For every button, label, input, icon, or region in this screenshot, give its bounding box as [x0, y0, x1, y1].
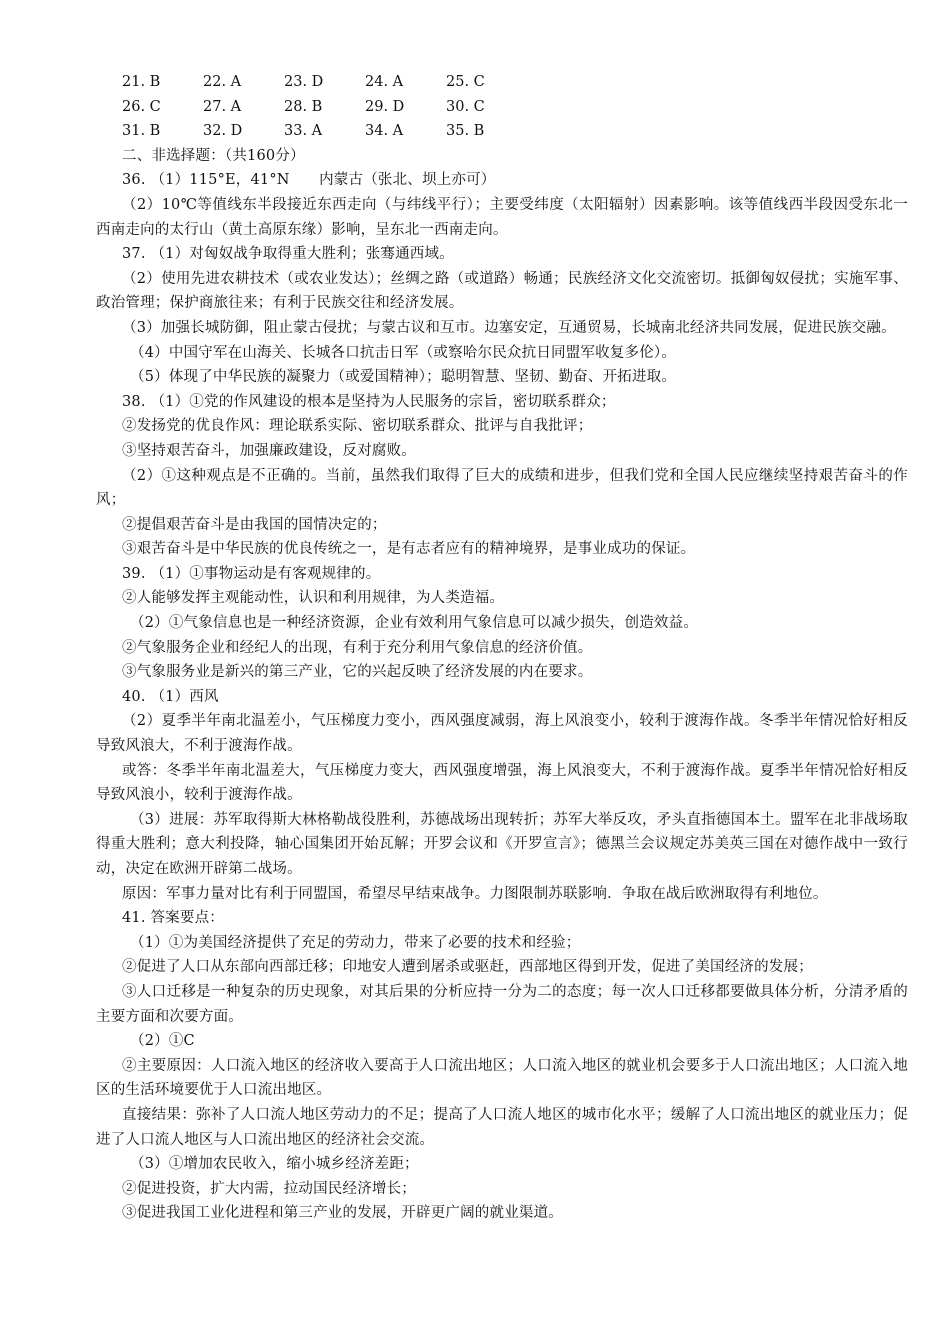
answer-paragraph: （2）①气象信息也是一种经济资源，企业有效利用气象信息可以减少损失，创造效益。: [130, 615, 699, 632]
answer-paragraph: ②气象服务企业和经纪人的出现，有利于充分利用气象信息的经济价值。: [122, 639, 593, 656]
choice-answer: 33. A: [284, 123, 323, 140]
answer-paragraph: 或答：冬季半年南北温差大，气压梯度力变大，西风强度增强，海上风浪变大，不利于渡海作战。夏季半年情况恰好相反导致风浪小，较利于渡海作战。: [96, 762, 908, 804]
answer-paragraph: ③促进我国工业化进程和第三产业的发展，开辟更广阔的就业渠道。: [122, 1205, 563, 1222]
choice-answer: 30. C: [446, 98, 485, 115]
answer-paragraph: ②提倡艰苦奋斗是由我国的国情决定的；: [122, 516, 387, 533]
choice-answer: 31. B: [122, 123, 161, 140]
answer-key-content: [96, 70, 908, 1226]
choice-answer: 25. C: [446, 74, 485, 90]
choice-answer: 23. D: [284, 74, 324, 90]
answer-paragraph: （3）进展：苏军取得斯大林格勒战役胜利，苏德战场出现转折；苏军大举反攻，矛头直指德国本土。盟军在北非战场取得重大胜利；意大利投降，轴心国集团开始瓦解；开罗会议和《开罗宣言》；德黑兰会议规定苏美英三国在对德作战中一致行动，决定在欧洲开辟第二战场。: [96, 811, 908, 877]
choice-answers-row: [96, 70, 908, 95]
answer-paragraph: 37. （1）对匈奴战争取得重大胜利；张骞通西域。: [122, 246, 454, 263]
choice-answer: 32. D: [203, 123, 243, 140]
answer-paragraph: （3）①增加农民收入，缩小城乡经济差距；: [130, 1156, 419, 1173]
choice-answer: 28. B: [284, 98, 323, 115]
answer-paragraph: 40. （1）西风: [122, 688, 219, 705]
choice-answer: 29. D: [365, 98, 405, 115]
choice-answer: 35. B: [446, 123, 485, 140]
answer-paragraph: （3）加强长城防御，阻止蒙古侵扰；与蒙古议和互市。边塞安定，互通贸易，长城南北经济共同发展，促进民族交融。: [122, 319, 896, 336]
answer-paragraph: ②主要原因：人口流入地区的经济收入要高于人口流出地区；人口流入地区的就业机会要多于人口流出地区；人口流入地区的生活环境要优于人口流出地区。: [96, 1057, 908, 1099]
answer-paragraph: ②促进了人口从东部向西部迁移；印地安人遭到屠杀或驱赶，西部地区得到开发，促进了美国经济的发展；: [122, 959, 813, 976]
answer-paragraph: 39. （1）①事物运动是有客观规律的。: [122, 565, 381, 582]
choice-answer: 34. A: [365, 123, 404, 140]
answer-paragraph: （2）10℃等值线东半段接近东西走向（与纬线平行）；主要受纬度（太阳辐射）因素影响。该等值线西半段因受东北一西南走向的太行山（黄土高原东缘）影响，呈东北一西南走向。: [96, 196, 908, 238]
choice-answer: 27. A: [203, 98, 242, 115]
choice-answers-row: [96, 119, 908, 144]
answer-paragraph: ②发扬党的优良作风：理论联系实际、密切联系群众、批评与自我批评；: [122, 418, 593, 435]
answer-paragraph: 38. （1）①党的作风建设的根本是坚持为人民服务的宗旨，密切联系群众；: [122, 393, 616, 410]
answer-paragraph: （5）体现了中华民族的凝聚力（或爱国精神）；聪明智慧、坚韧、勤奋、开拓进取。: [130, 369, 677, 386]
choice-answer: 21. B: [122, 74, 161, 90]
answer-paragraph: （2）①C: [130, 1033, 195, 1050]
choice-answers-row: [96, 95, 908, 120]
answer-paragraph: （4）中国守军在山海关、长城各口抗击日军（或察哈尔民众抗日同盟军收复多伦）。: [130, 344, 677, 361]
answer-paragraph: ③人口迁移是一种复杂的历史现象，对其后果的分析应持一分为二的态度；每一次人口迁移都要做具体分析，分清矛盾的主要方面和次要方面。: [96, 983, 908, 1025]
answer-paragraph: ②人能够发挥主观能动性，认识和利用规律，为人类造福。: [122, 590, 505, 607]
answer-paragraph: 41. 答案要点：: [122, 910, 224, 927]
choice-answer: 24. A: [365, 74, 404, 90]
answer-paragraphs: [96, 144, 908, 1226]
answer-paragraph: （2）夏季半年南北温差小，气压梯度力变小，西风强度减弱，海上风浪变小，较利于渡海作战。冬季半年情况恰好相反导致风浪大，不利于渡海作战。: [96, 713, 908, 755]
answer-paragraph: （2）使用先进农耕技术（或农业发达）；丝绸之路（或道路）畅通；民族经济文化交流密切。抵御匈奴侵扰；实施军事、政治管理；保护商旅往来；有利于民族交往和经济发展。: [96, 270, 908, 312]
answer-paragraph: ③艰苦奋斗是中华民族的优良传统之一，是有志者应有的精神境界，是事业成功的保证。: [122, 541, 696, 558]
answer-paragraph: 36. （1）115°E，41°N 内蒙古（张北、坝上亦可）: [122, 172, 496, 189]
answer-paragraph: 原因：军事力量对比有利于同盟国，希望尽早结束战争。力图限制苏联影响．争取在战后欧洲取得有利地位。: [122, 885, 828, 902]
answer-paragraph: 直接结果：弥补了人口流人地区劳动力的不足；提高了人口流人地区的城市化水平；缓解了人口流出地区的就业压力；促进了人口流人地区与人口流出地区的经济社会交流。: [96, 1106, 908, 1148]
answer-paragraph: ②促进投资，扩大内需，拉动国民经济增长；: [122, 1180, 416, 1197]
section-heading: 二、非选择题：（共160分）: [122, 147, 305, 164]
answer-paragraph: ③气象服务业是新兴的第三产业，它的兴起反映了经济发展的内在要求。: [122, 664, 593, 681]
answer-paragraph: （1）①为美国经济提供了充足的劳动力，带来了必要的技术和经验；: [130, 934, 581, 951]
answer-paragraph: ③坚持艰苦奋斗，加强廉政建设，反对腐败。: [122, 442, 416, 459]
answer-paragraph: （2）①这种观点是不正确的。当前，虽然我们取得了巨大的成绩和进步，但我们党和全国人民应继续坚持艰苦奋斗的作风；: [96, 467, 908, 509]
choice-answer: 26. C: [122, 98, 161, 115]
choice-answer: 22. A: [203, 74, 242, 90]
